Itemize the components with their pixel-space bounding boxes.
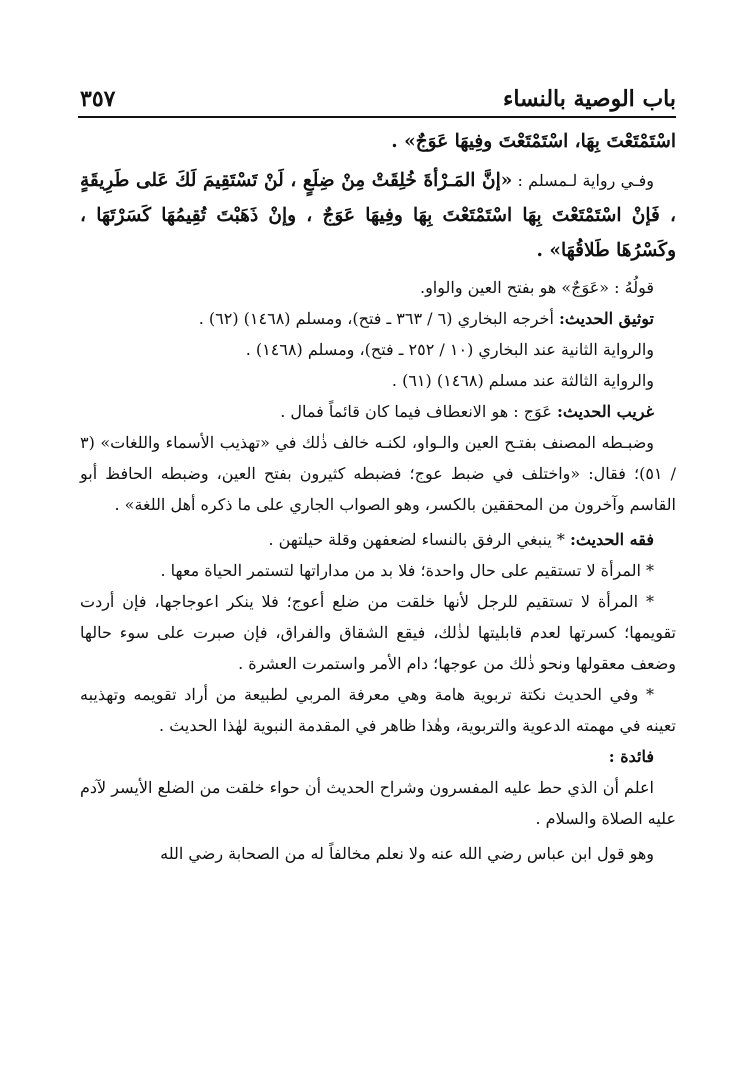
gharib-label: غريب الحديث: <box>556 402 654 421</box>
fiqh-label: فقه الحديث: <box>569 530 654 549</box>
documentation-paragraph <box>80 303 676 334</box>
fiqh-point: * وفي الحديث نكتة تربوية هامة وهي معرفة المربي لطبيعة من أراد تقويمه وتهذيبه تعينه في مهمته الدعوية والتربوية، وهٰذا ظاهر في المقدمة النبوية لهٰذا الحديث . <box>80 685 676 735</box>
documentation-label: توثيق الحديث: <box>558 309 654 328</box>
fiqh-paragraph <box>80 524 676 555</box>
page-body <box>80 124 676 869</box>
fiqh-point: * المرأة لا تستقيم للرجل لأنها خلقت من ضلع أعوج؛ فلا ينكر اعوجاجها، فإن أردت تقويمها؛ كسرتها لعدم قابليتها لذٰلك، فيقع الشقاق والفراق، فإن صبرت على سوء حالها وضعف معقولها ونحو ذٰلك من عوجها؛ دام الأمر واستمرت العشرة . <box>80 592 676 673</box>
hadith-text: «إنَّ المَـرْأةَ خُلِقَتْ مِنْ ضِلَعٍ ، لَنْ تَسْتَقِيمَ لَكَ عَلى طَرِيقَةٍ ، فَإنْ اسْتَمْتَعْتَ بِهَا اسْتَمْتَعْتَ بِهَا وفِيهَا عَوَجٌ ، وإنْ ذَهَبْتَ تُقِيمُهَا كَسَرْتَهَا ، وكَسْرُهَا طَلاقُهَا» . <box>80 170 676 261</box>
benefit-continuation: وهو قول ابن عباس رضي الله عنه ولا نعلم مخالفاً له من الصحابة رضي الله <box>160 844 654 863</box>
word-explanation: قولُهُ : «عَوَجٌ» هو بفتح العين والواو. <box>419 278 654 297</box>
header-rule <box>78 116 676 118</box>
vocalization-note: وضبـطه المصنف بفتـح العين والـواو، لكنـه خالف ذٰلك في «تهذيب الأسماء واللغات» (٣ / ٥١)؛ فقال: «واختلف في ضبط عوج؛ فضبطه كثيرون بفتح العين، وضبطه الحافظ أبو القاسم وآخرون من المحققين بالكسر، وهو الصواب الجاري على ما ذكره أهل اللغة» . <box>80 433 676 514</box>
hadith-second-narration <box>80 163 676 268</box>
chapter-title: باب الوصية بالنساء <box>503 86 676 112</box>
documentation-text: أخرجه البخاري (٦ / ٣٦٣ ـ فتح)، ومسلم (١٤٦٨) (٦٢) . <box>198 309 559 328</box>
benefit-text: اعلم أن الذي حط عليه المفسرون وشراح الحديث أن حواء خلقت من الضلع الأيسر لآدم عليه الصلاة والسلام . <box>80 778 676 828</box>
benefit-label: فائدة : <box>608 747 654 766</box>
gharib-paragraph <box>80 396 676 427</box>
page-number: ٣٥٧ <box>80 86 116 112</box>
page-header <box>80 78 676 112</box>
narration-intro: وفـي رواية لـمسلم : <box>512 171 655 190</box>
fiqh-point: * المرأة لا تستقيم على حال واحدة؛ فلا بد من مداراتها لتستمر الحياة معها . <box>160 561 654 580</box>
third-narration-source: والرواية الثالثة عند مسلم (١٤٦٨) (٦١) . <box>391 371 654 390</box>
second-narration-source: والرواية الثانية عند البخاري (١٠ / ٢٥٢ ـ فتح)، ومسلم (١٤٦٨) . <box>245 340 654 359</box>
gharib-text: عَوَج : هو الانعطاف فيما كان قائماً فمال . <box>280 402 557 421</box>
hadith-continuation: اسْتَمْتَعْتَ بِهَا، اسْتَمْتَعْتَ وفِيهَا عَوَجٌ» . <box>391 131 676 152</box>
fiqh-text: * ينبغي الرفق بالنساء لضعفهن وقلة حيلتهن . <box>268 530 570 549</box>
